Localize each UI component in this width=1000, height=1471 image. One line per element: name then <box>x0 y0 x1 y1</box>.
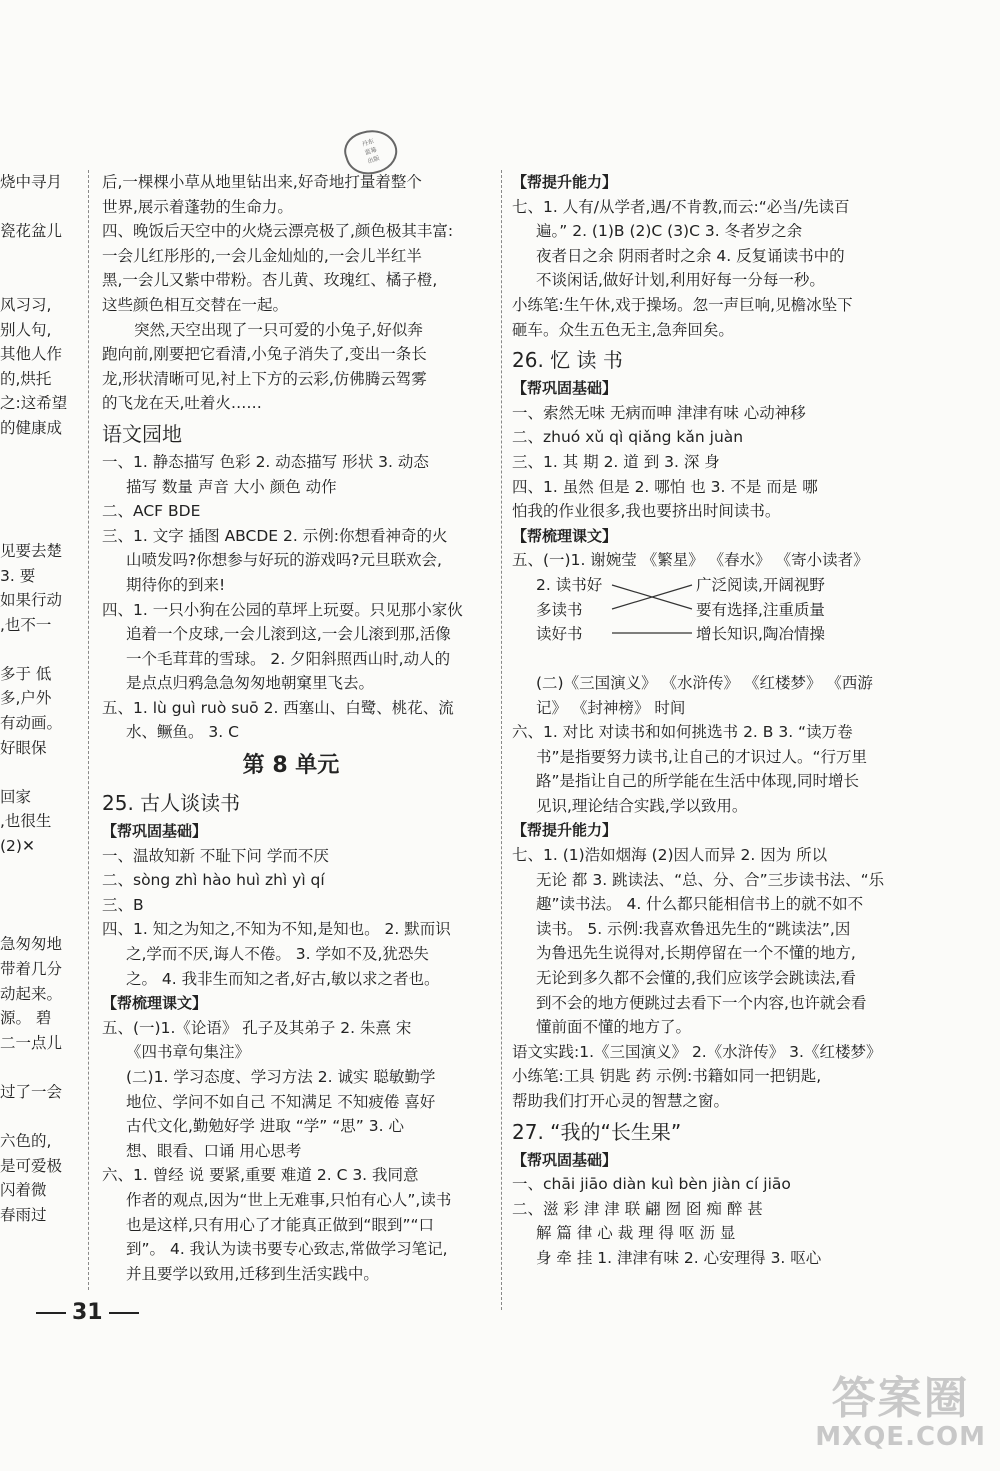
left-fragment-line <box>0 490 80 515</box>
left-fragment-line: 的健康成 <box>0 418 63 437</box>
left-fragment-line: 多于 低 <box>0 664 52 683</box>
match-left-items: 2. 读书好 多读书 读好书 <box>536 575 603 644</box>
lesson-26-review: (二)《三国演义》 《水浒传》 《红楼梦》 《西游 记》 《封神榜》 时间 六、1. 对比 对读书和如何挑选书 2. B 3. “读万卷 书”是指要努力读书,让自己的才识过人。“行万里 路”是指让自己的所学能在生活中体现,同时增长 见识,理论结合实践,学以致用。 <box>512 673 873 815</box>
left-fragment-line: 源。 碧 <box>0 1009 52 1028</box>
left-fragment-line: 有动画。 <box>0 714 63 733</box>
left-fragment-line: 是可爱极 <box>0 1156 63 1175</box>
lesson-25-title: 25. 古人谈读书 <box>102 791 241 816</box>
heading-gonggu-jichu-27: 【帮巩固基础】 <box>512 1150 618 1169</box>
left-fragment-line: 别人句, <box>0 320 52 339</box>
heading-tisheng-nengli: 【帮提升能力】 <box>512 173 618 191</box>
left-fragment-line: 过了一会 <box>0 1082 63 1101</box>
lesson-26-title: 26. 忆 读 书 <box>512 348 623 373</box>
left-fragment-line: 六色的, <box>0 1132 52 1151</box>
left-fragment-line: ,也很生 <box>0 812 52 831</box>
yuwen-answers: 一、1. 静态描写 色彩 2. 动态描写 形状 3. 动态 描写 数量 声音 大小 颜色 动作 二、ACF BDE 三、1. 文字 插图 ABCDE 2. 示例:你想看神奇的火 山喷发吗?你想参与好玩的游戏吗?元旦联欢会, 期待你的到来! 四、1. 一只小狗在公园的草坪上玩耍。只见那小家伙 追着一个皮球,一会儿滚到这,一会儿滚到那,活像 一个毛茸茸的雪球。 2. 夕阳斜照西山时,动人的 是点点归鸦急急匆匆地朝窠里飞去。 五、1. lù guì ruò suō 2. 西塞山、白鹭、桃花、流 水、鳜鱼。 3. C <box>102 452 463 742</box>
left-fragment-line: 回家 <box>0 787 32 806</box>
unit-title: 第 8 单元 <box>242 753 340 779</box>
left-column-fragments <box>0 170 80 1228</box>
left-fragment-line <box>0 268 80 293</box>
left-fragment-line <box>0 1055 80 1080</box>
left-fragment-line: 烧中寻月 <box>0 173 63 191</box>
heading-tisheng-nengli-26: 【帮提升能力】 <box>512 821 618 840</box>
watermark: 答案圈 MXQE.COM <box>815 1373 986 1452</box>
left-fragment-line: 的,烘托 <box>0 369 52 388</box>
lesson-26-basics: 一、索然无味 无病而呻 津津有味 心动神移 二、zhuó xǔ qì qiǎng kǎn juàn 三、1. 其 期 2. 道 到 3. 深 身 四、1. 虽然 但是 2. 哪怕 也 3. 不是 而是 哪 怕我的作业很多,我也要挤出时间读书。 <box>512 403 818 521</box>
left-fragment-line: 二一点儿 <box>0 1033 63 1052</box>
left-fragment-line <box>0 244 80 269</box>
para-rabbit: 突然,天空出现了一只可爱的小兔子,好似奔 跑向前,刚要把它看清,小兔子消失了,变出一条长 龙,形状清晰可见,衬上下方的云彩,仿佛腾云驾雾 的飞龙在天,吐着火…… <box>102 320 427 413</box>
lesson-26-q5-head: 五、(一)1. 谢婉莹 《繁星》 《春水》 《寄小读者》 <box>512 551 869 570</box>
heading-gonggu-jichu-26: 【帮巩固基础】 <box>512 379 618 398</box>
heading-gonggu-jichu: 【帮巩固基础】 <box>102 822 208 841</box>
lesson-25-basics: 一、温故知新 不耻下问 学而不厌 二、sòng zhì hào huì zhì yì qí 三、B 四、1. 知之为知之,不知为不知,是知也。 2. 默而识 之,学而不厌,诲人不倦。 3. 学如不及,犹恐失 之。 4. 我非生而知之者,好古,敏以求之者也。 <box>102 846 451 988</box>
middle-column <box>102 170 480 1286</box>
left-fragment-line <box>0 441 80 466</box>
column-divider-left <box>88 170 89 1290</box>
left-fragment-line: (2)✕ <box>0 837 35 856</box>
lesson-25-review: 五、(一)1.《论语》 孔子及其弟子 2. 朱熹 宋 《四书章句集注》 (二)1. 学习态度、学习方法 2. 诚实 聪敏勤学 地位、学问不如自己 不知满足 不知疲倦 喜好 古代文化,勤勉好学 进取 “学” “思” 3. 心 想、眼看、口诵 用心思考 六、1. 曾经 说 要紧,重要 难道 2. C 3. 我同意 作者的观点,因为“世上无难事,只怕有心人”,读书 也是这样,只有用心了才能真正做到“眼到”“口 到”。 4. 我认为读书要专心致志,常做学习笔记, 并且要学以致用,迁移到生活实践中。 <box>102 1018 452 1283</box>
column-divider-right <box>501 170 502 1310</box>
left-fragment-line: 带着几分 <box>0 960 63 978</box>
left-fragment-line <box>0 465 80 490</box>
lesson-27-basics: 一、chāi jiāo diàn kuì bèn jiàn cí jiāo 二、滋 彩 津 津 联 翩 囫 囵 痴 醉 甚 解 篇 律 心 裁 理 得 呕 沥 显 身 牵 挂 1. 津津有味 2. 心安理得 3. 呕心 <box>512 1175 822 1267</box>
left-fragment-line <box>0 883 80 908</box>
left-fragment-line <box>0 195 80 220</box>
left-fragment-line <box>0 637 80 662</box>
para-grass: 后,一棵棵小草从地里钻出来,好奇地打量着整个 世界,展示着蓬勃的生命力。 <box>102 173 422 216</box>
left-fragment-line: 多,户外 <box>0 689 52 708</box>
left-fragment-line <box>0 859 80 884</box>
left-fragment-line: 瓷花盆儿 <box>0 222 63 241</box>
left-fragment-line: ,也不一 <box>0 615 52 634</box>
left-fragment-line: 急匆匆地 <box>0 935 63 954</box>
matching-exercise <box>512 573 900 671</box>
section-title-yuwen-yuandi: 语文园地 <box>102 421 182 446</box>
left-fragment-line <box>0 1105 80 1130</box>
heading-shuli-kewen: 【帮梳理课文】 <box>102 994 208 1013</box>
matching-lines <box>608 573 698 653</box>
left-fragment-line: 春雨过 <box>0 1205 47 1224</box>
left-fragment-line: 风习习, <box>0 295 52 314</box>
page-number: 31 <box>30 1300 145 1325</box>
left-fragment-line <box>0 514 80 539</box>
publisher-stamp: 丹东 蓝莓 出版 <box>339 123 402 181</box>
lesson-27-title: 27. “我的“长生果” <box>512 1119 682 1144</box>
lesson-26-advanced: 七、1. (1)浩如烟海 (2)因人而异 2. 因为 所以 无论 都 3. 跳读法、“总、分、合”三步读书法、“乐 趣”读书法。 4. 什么都只能相信书上的就不如不 读书。 5. 示例:我喜欢鲁迅先生的“跳读法”,因 为鲁迅先生说得对,长期停留在一个不懂的地方, 无论到多久都不会懂的,我们应该学会跳读法,看 到不会的地方便跳过去看下一个内容,也许就会看 懂前面不懂的地方了。 语文实践:1.《三国演义》 2.《水浒传》 3.《红楼梦》 小练笔:工具 钥匙 药 示例:书籍如同一把钥匙, 帮助我们打开心灵的智慧之窗。 <box>512 846 885 1110</box>
lesson-25-advanced: 七、1. 人有/从学者,遇/不肯教,而云:“必当/先读百 遍。” 2. (1)B (2)C (3)C 3. 冬者岁之余 夜者日之余 阴雨者时之余 4. 反复诵读书中的 不谈闲话,做好计划,利用好每一分每一秒。 小练笔:生午休,戏于操场。忽一声巨响,见檐冰坠下 砸车。众生五色无主,急奔回矣。 <box>512 197 853 339</box>
page-number-dash-left <box>36 1312 66 1314</box>
left-fragment-line <box>0 908 80 933</box>
left-fragment-line: 如果行动 <box>0 591 63 610</box>
left-fragment-line <box>0 760 80 785</box>
heading-shuli-kewen-26: 【帮梳理课文】 <box>512 526 618 545</box>
right-column <box>512 170 900 1271</box>
left-fragment-line: 好眼保 <box>0 738 47 757</box>
left-fragment-line: 3. 要 <box>0 566 36 585</box>
match-right-items: 广泛阅读,开阔视野 要有选择,注重质量 增长知识,陶冶情操 <box>696 575 825 644</box>
left-fragment-line: 见要去楚 <box>0 541 63 560</box>
left-fragment-line: 之:这希望 <box>0 394 68 413</box>
para-clouds: 四、晚饭后天空中的火烧云漂亮极了,颜色极其丰富: 一会儿红彤彤的,一会儿金灿灿的,一会儿半红半 黑,一会儿又紫中带粉。杏儿黄、玫瑰红、橘子橙, 这些颜色相互交替在一起。 <box>102 222 454 314</box>
left-fragment-line: 动起来。 <box>0 984 63 1003</box>
page-number-dash-right <box>109 1312 139 1314</box>
left-fragment-line: 其他人作 <box>0 345 63 364</box>
left-fragment-line: 闪着微 <box>0 1181 47 1200</box>
